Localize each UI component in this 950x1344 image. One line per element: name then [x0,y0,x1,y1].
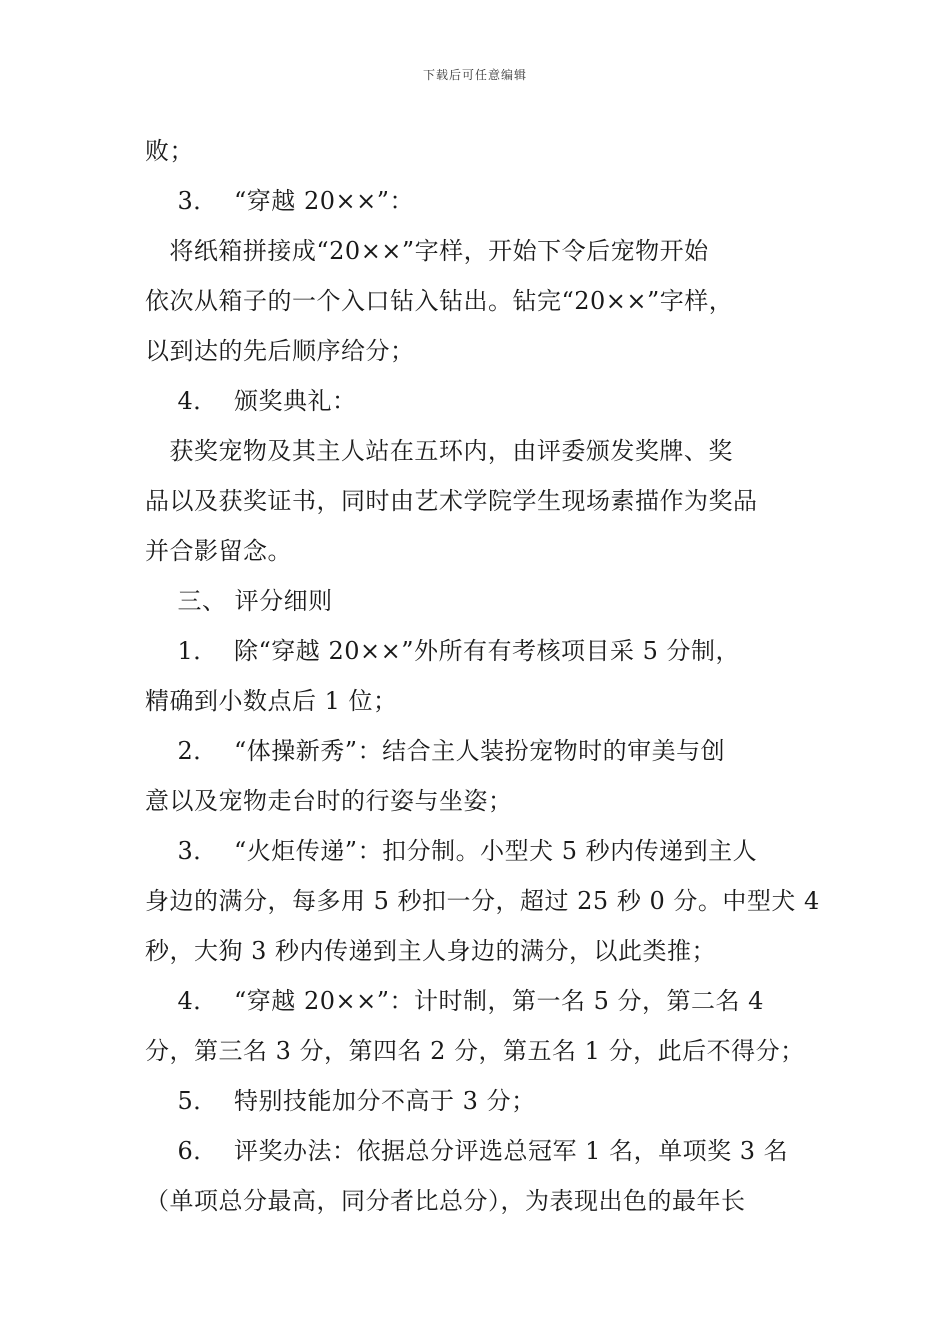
body-line: 获奖宠物及其主人站在五环内，由评委颁发奖牌、奖 [145,437,733,465]
body-line: 并合影留念。 [145,537,292,565]
body-line: 身边的满分，每多用 5 秒扣一分，超过 25 秒 0 分。中型犬 4 [145,887,820,915]
body-line: 6． 评奖办法：依据总分评选总冠军 1 名，单项奖 3 名 [145,1137,789,1165]
body-line: 5． 特别技能加分不高于 3 分； [145,1087,536,1115]
body-line: 3． “穿越 20××”： [145,187,414,215]
body-line: 2． “体操新秀”：结合主人装扮宠物时的审美与创 [145,737,726,765]
body-line: 4． 颁奖典礼： [145,387,357,415]
body-line: 将纸箱拼接成“20××”字样，开始下令后宠物开始 [145,237,709,265]
section-heading: 三、 评分细则 [145,587,333,615]
body-line: 秒，大狗 3 秒内传递到主人身边的满分，以此类推； [145,937,717,965]
body-line: 1． 除“穿越 20××”外所有有考核项目采 5 分制， [145,637,740,665]
body-line: 败； [145,137,194,165]
header-note: 下载后可任意编辑 [422,68,527,82]
body-line: 以到达的先后顺序给分； [145,337,415,365]
body-line: 3． “火炬传递”：扣分制。小型犬 5 秒内传递到主人 [145,837,758,865]
body-line: 分，第三名 3 分，第四名 2 分，第五名 1 分，此后不得分； [145,1037,805,1065]
body-line: （单项总分最高，同分者比总分），为表现出色的最年长 [145,1187,746,1215]
body-line: 4． “穿越 20××”：计时制，第一名 5 分，第二名 4 [145,987,764,1015]
body-line: 依次从箱子的一个入口钻入钻出。钻完“20××”字样， [145,287,734,315]
body-line: 意以及宠物走台时的行姿与坐姿； [145,787,513,815]
body-line: 精确到小数点后 1 位； [145,687,398,715]
body-line: 品以及获奖证书，同时由艺术学院学生现场素描作为奖品 [145,487,758,515]
